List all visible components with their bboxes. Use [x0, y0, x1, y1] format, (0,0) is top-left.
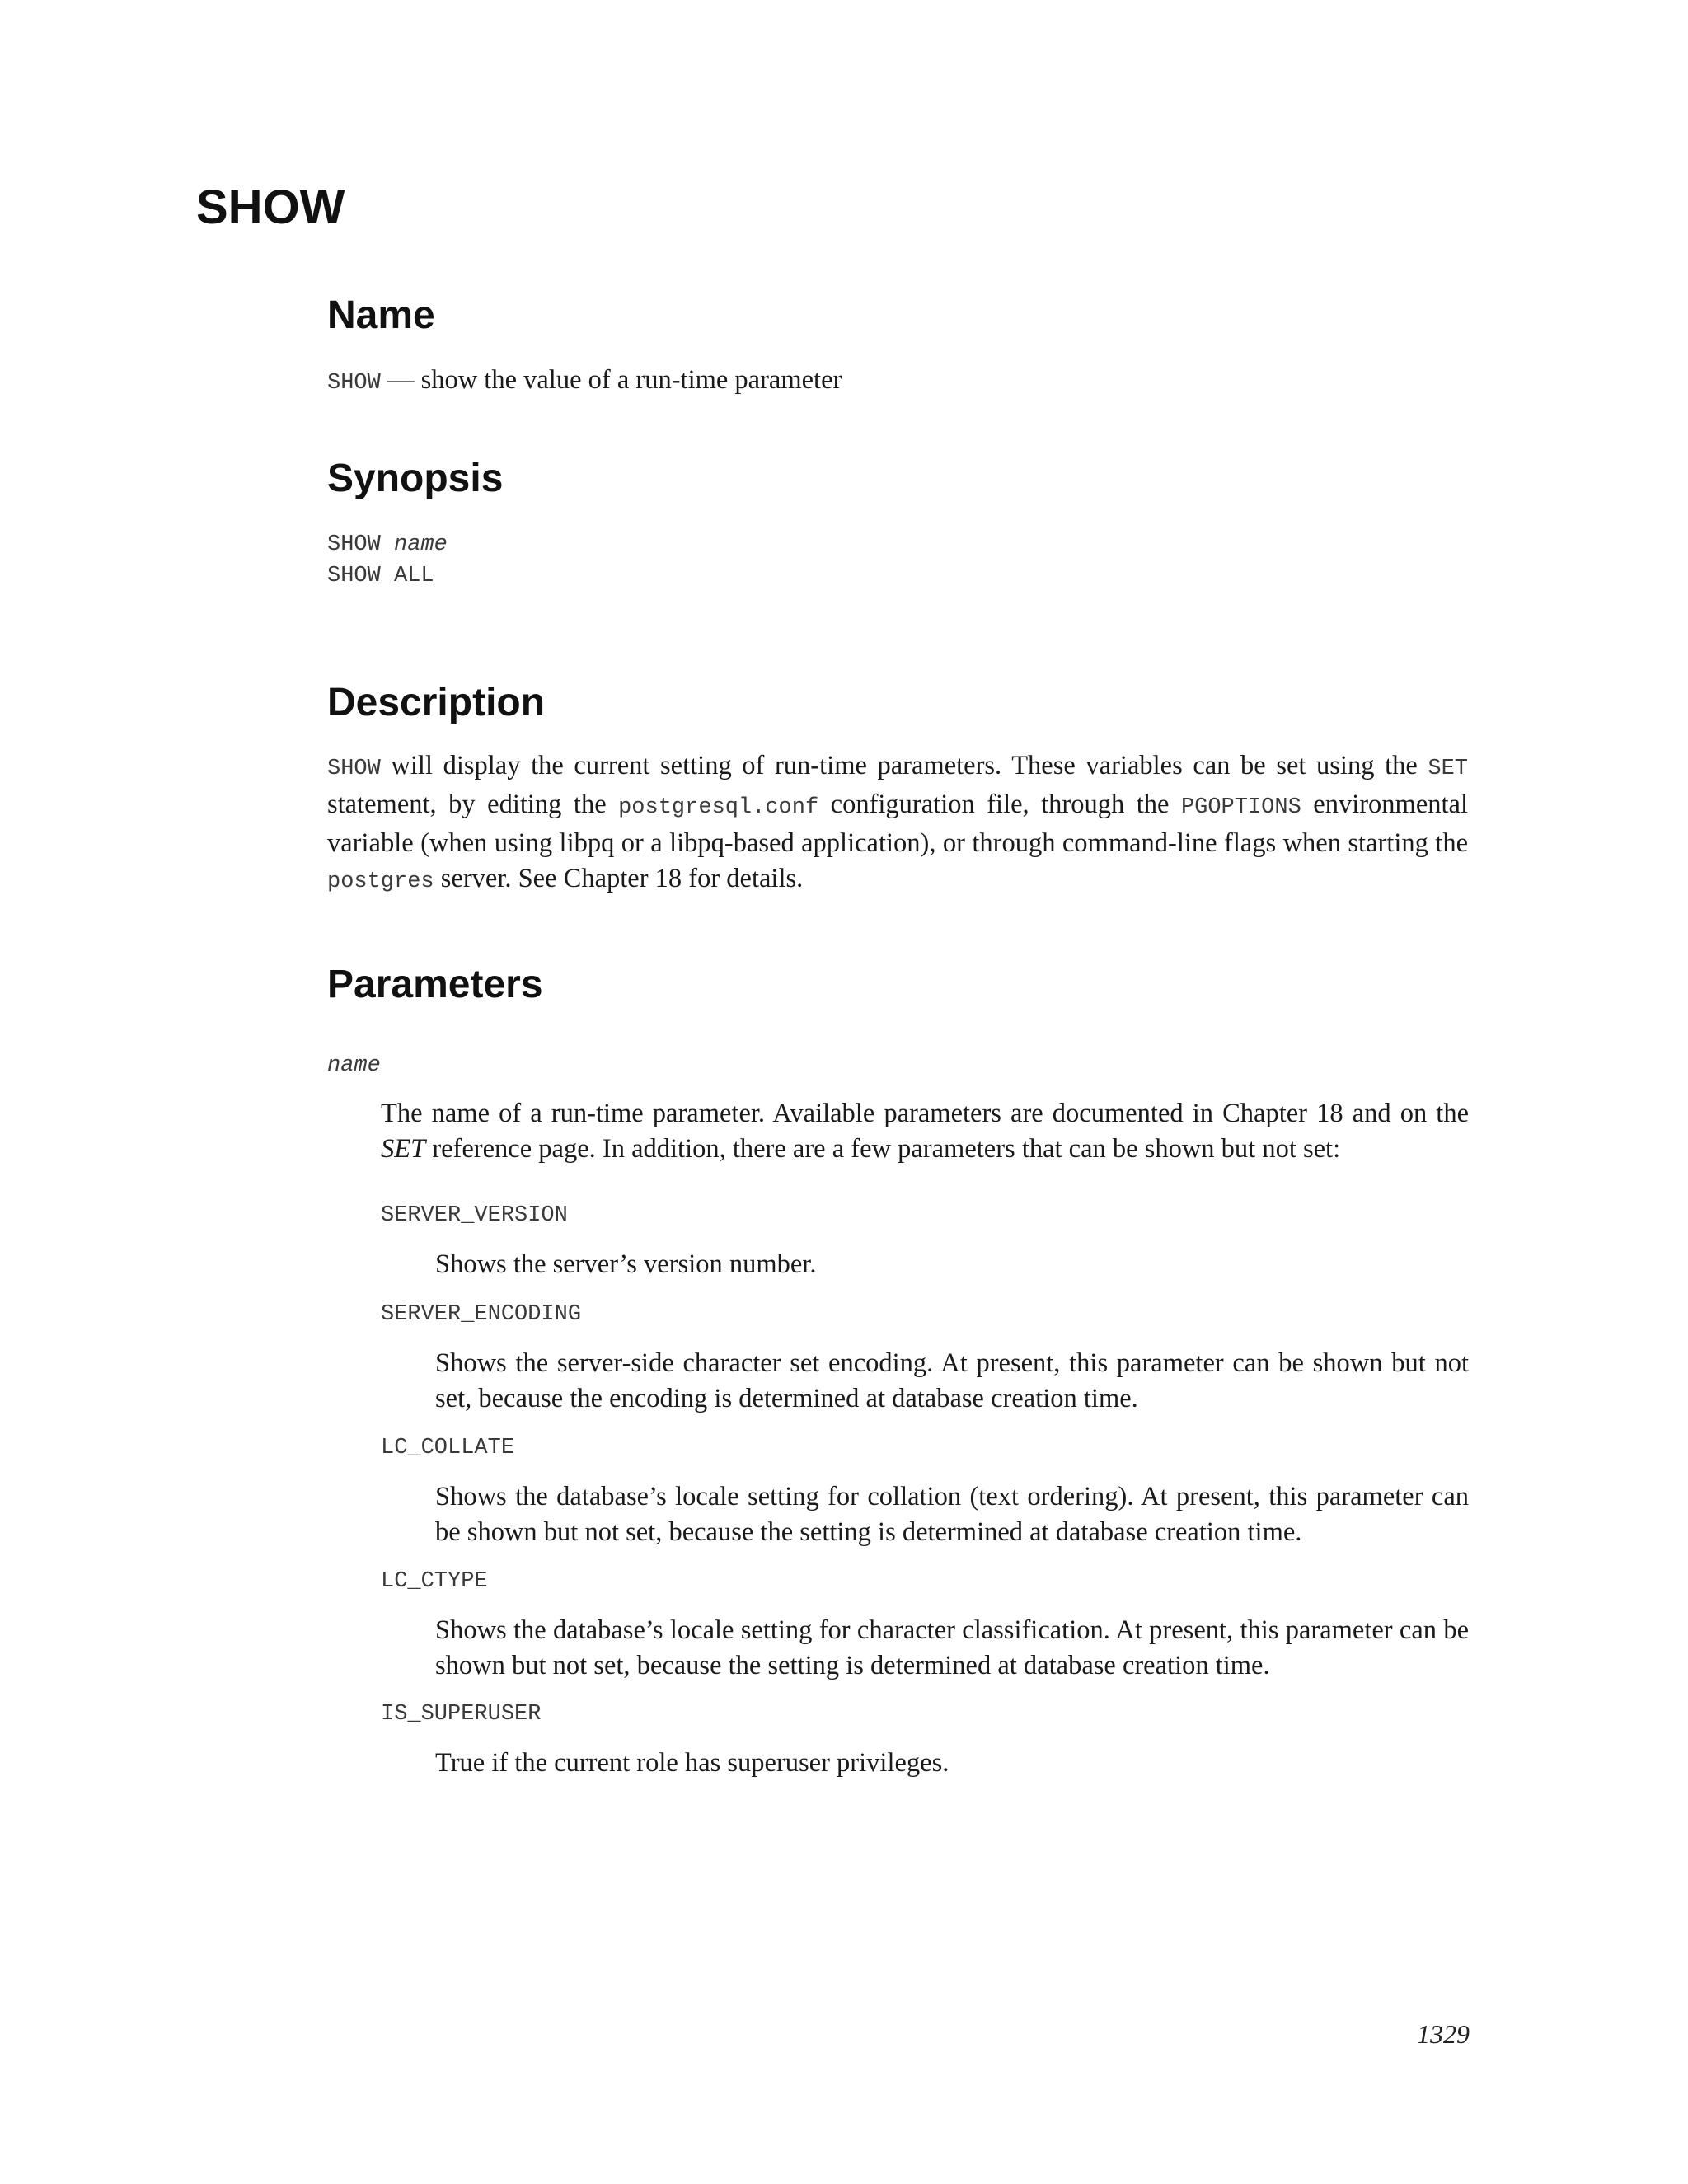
param-desc-lc-collate: Shows the database’s locale setting for collation (text ordering). At present, this parameter can be shown but not set, because the setting is determined at database creation time. [435, 1482, 1469, 1547]
param-term-server-version: SERVER_VERSION [381, 1203, 568, 1228]
desc-set-code: SET [1428, 757, 1468, 781]
param-name-description [381, 1096, 1469, 1167]
desc-text-2: statement, by editing the [327, 790, 619, 819]
synopsis-heading: Synopsis [327, 457, 504, 500]
param-term-lc-ctype: LC_CTYPE [381, 1569, 488, 1594]
desc-text-4: environmental variable (when using libpq or a libpq-based application), or through command-line flags when starting the [327, 790, 1468, 858]
page-number: 1329 [1417, 2019, 1470, 2049]
param-desc-is-superuser: True if the current role has superuser privileges. [435, 1748, 950, 1778]
param-term-is-superuser: IS_SUPERUSER [381, 1702, 542, 1727]
name-command: SHOW [327, 371, 381, 396]
name-line [327, 363, 1481, 401]
desc-text-3: configuration file, through the [818, 790, 1181, 819]
synopsis-line-2: SHOW ALL [327, 564, 434, 588]
param-desc-lc-ctype: Shows the database’s locale setting for character classification. At present, this parameter can be shown but not set, because the setting is determined at database creation time. [435, 1615, 1469, 1680]
desc-pgoptions-code: PGOPTIONS [1180, 795, 1301, 820]
param-desc-text-1: The name of a run-time parameter. Available parameters are documented in Chapter 18 and on the [381, 1099, 1469, 1128]
param-desc-text-2: reference page. In addition, there are a few parameters that can be shown but not set: [425, 1134, 1341, 1164]
param-term-server-encoding: SERVER_ENCODING [381, 1302, 582, 1327]
name-summary: — show the value of a run-time parameter [380, 365, 842, 395]
synopsis-arg: name [394, 532, 448, 557]
synopsis-line-1 [327, 532, 448, 557]
desc-conf-code: postgresql.conf [618, 795, 819, 820]
desc-text-5: server. See Chapter 18 for details. [434, 864, 804, 893]
param-desc-server-version: Shows the server’s version number. [435, 1249, 817, 1279]
param-term-lc-collate: LC_COLLATE [381, 1436, 515, 1460]
description-paragraph [327, 748, 1468, 900]
description-heading: Description [327, 681, 546, 724]
name-heading: Name [327, 293, 435, 337]
desc-show-code: SHOW [327, 757, 381, 781]
param-name-term: name [327, 1053, 381, 1078]
param-desc-set-ref: SET [381, 1134, 426, 1164]
parameters-heading: Parameters [327, 963, 543, 1006]
desc-postgres-code: postgres [327, 869, 434, 894]
param-desc-server-encoding: Shows the server-side character set encoding. At present, this parameter can be shown but not set, because the encoding is determined at database creation time. [435, 1348, 1469, 1413]
page-title: SHOW [196, 180, 345, 234]
synopsis-command: SHOW [327, 532, 395, 557]
desc-text-1: will display the current setting of run-time parameters. These variables can be set using the [380, 751, 1428, 780]
